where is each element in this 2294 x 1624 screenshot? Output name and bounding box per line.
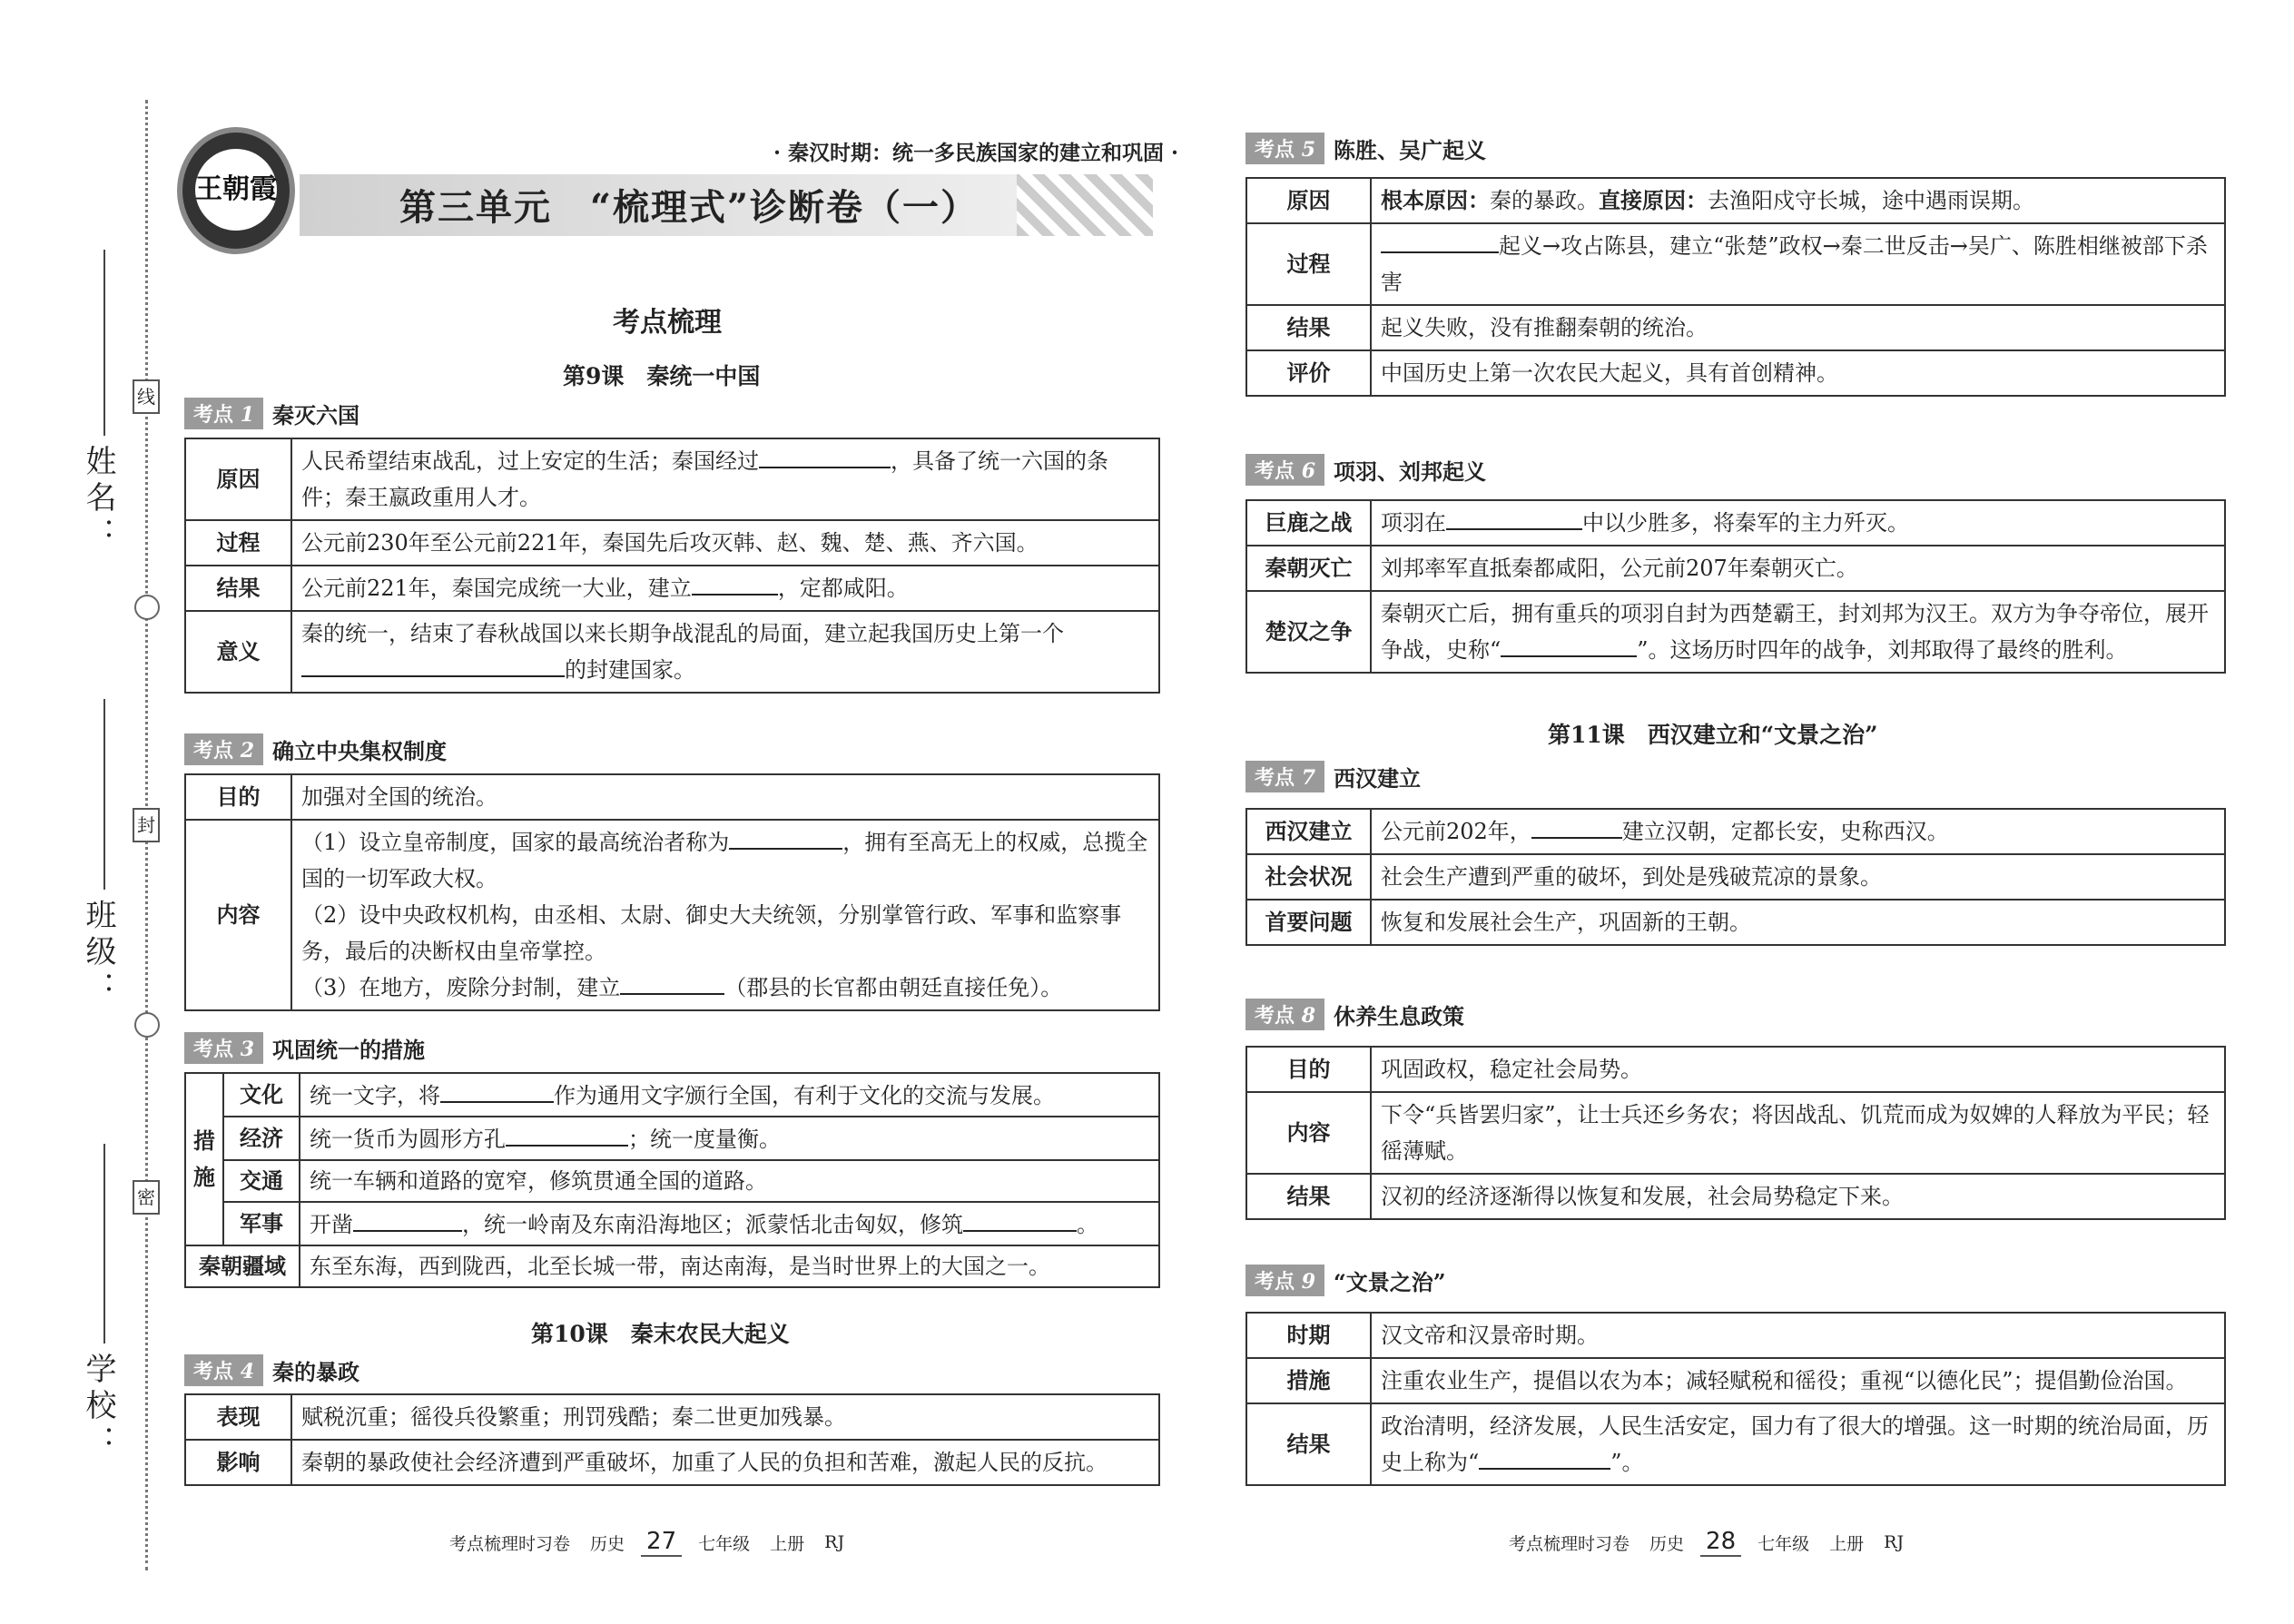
table-row (1246, 1403, 2225, 1485)
footer-right (1509, 1528, 1904, 1557)
row-header: 文化 (223, 1073, 300, 1117)
kd2-table (184, 773, 1160, 1011)
table-row (185, 820, 1159, 1010)
row-header: 目的 (185, 774, 291, 820)
row-content: 项羽在 中以少胜多，将秦军的主力歼灭。 (1371, 500, 2225, 546)
row-content: 秦朝灭亡后，拥有重兵的项羽自封为西楚霸王，封刘邦为汉王。双方为争夺帝位，展开争战，史称“ ”。这场历时四年的战争，刘邦取得了最终的胜利。 (1371, 591, 2225, 673)
kd-tag: 考点 7 (1245, 761, 1324, 792)
row-header: 首要问题 (1246, 900, 1371, 945)
kd-tag: 考点 8 (1245, 999, 1324, 1030)
table-row (185, 611, 1159, 693)
table-row (185, 566, 1159, 611)
kd4-title: 秦的暴政 (272, 1359, 359, 1385)
table-row (1246, 1313, 2225, 1358)
table-row (185, 1245, 1159, 1287)
kd1-title: 秦灭六国 (272, 402, 359, 428)
table-row (185, 1202, 1159, 1245)
binding-margin (0, 0, 172, 1624)
table-row (1246, 1174, 2225, 1219)
row-header: 经济 (223, 1117, 300, 1160)
lesson-10-title: 第10课 秦末农民大起义 (531, 1321, 790, 1347)
row-header: 时期 (1246, 1313, 1371, 1358)
row-header: 过程 (1246, 223, 1371, 305)
table-row (185, 774, 1159, 820)
logo-text: 王朝霞 (195, 149, 277, 231)
page-title: 第三单元 “梳理式”诊断卷（一） (399, 186, 980, 229)
table-row (1246, 178, 2225, 223)
footer-grade: 七年级 (698, 1533, 751, 1554)
lesson-11-title: 第11课 西汉建立和“文景之治” (1548, 722, 1878, 748)
kd-tag: 考点 3 (184, 1032, 263, 1064)
row-header: 巨鹿之战 (1246, 500, 1371, 546)
table-row (1246, 854, 2225, 900)
row-header: 评价 (1246, 350, 1371, 396)
kd7-heading (1245, 761, 1421, 792)
page-number: 28 (1700, 1528, 1741, 1557)
kd2-title: 确立中央集权制度 (272, 738, 447, 764)
answer-blank[interactable] (1446, 505, 1582, 530)
row-header: 目的 (1246, 1047, 1371, 1092)
binding-hole (134, 595, 160, 620)
kd-tag: 考点 5 (1245, 133, 1324, 164)
row-header: 措施 (1246, 1358, 1371, 1403)
kd7-table (1245, 808, 2226, 946)
kd4-table (184, 1393, 1160, 1486)
footer-left (449, 1528, 844, 1557)
table-row (185, 1160, 1159, 1202)
answer-blank[interactable] (353, 1206, 462, 1232)
kd9-heading (1245, 1265, 1446, 1296)
publisher-logo (177, 127, 295, 254)
footer-series: 考点梳理时习卷 (1509, 1533, 1630, 1554)
footer-edition: RJ (824, 1532, 845, 1552)
row-header: 内容 (1246, 1092, 1371, 1174)
kd6-table (1245, 499, 2226, 674)
row-content: 统一车辆和道路的宽窄，修筑贯通全国的道路。 (300, 1160, 1159, 1202)
table-row (185, 438, 1159, 520)
binding-mark-mi: 密 (133, 1180, 160, 1215)
table-row (1246, 350, 2225, 396)
footer-series: 考点梳理时习卷 (449, 1533, 571, 1554)
kd1-heading (184, 398, 359, 429)
answer-blank[interactable] (1381, 228, 1499, 253)
table-row (185, 520, 1159, 566)
row-content: 政治清明，经济发展，人民生活安定，国力有了很大的增强。这一时期的统治局面，历史上称为“ ”。 (1371, 1403, 2225, 1485)
table-row (1246, 1092, 2225, 1174)
row-header: 交通 (223, 1160, 300, 1202)
row-header: 原因 (1246, 178, 1371, 223)
row-content: 公元前202年， 建立汉朝，定都长安，史称西汉。 (1371, 809, 2225, 854)
answer-blank[interactable] (1501, 632, 1637, 657)
row-content: 注重农业生产，提倡以农为本；减轻赋税和徭役；重视“以德化民”；提倡勤俭治国。 (1371, 1358, 2225, 1403)
lesson-9-title: 第9课 秦统一中国 (563, 363, 761, 389)
class-write-line[interactable] (103, 699, 105, 890)
row-content: 统一货币为圆形方孔 ；统一度量衡。 (300, 1117, 1159, 1160)
kd7-title: 西汉建立 (1334, 765, 1421, 792)
kd1-table (184, 438, 1160, 694)
table-row (1246, 223, 2225, 305)
table-row (185, 1394, 1159, 1440)
row-content: 巩固政权，稳定社会局势。 (1371, 1047, 2225, 1092)
footer-term: 上册 (770, 1533, 805, 1554)
footer-subject: 历史 (1649, 1533, 1685, 1554)
answer-blank[interactable] (506, 1121, 628, 1147)
row-header: 意义 (185, 611, 291, 693)
kd3-title: 巩固统一的措施 (272, 1037, 425, 1063)
table-row (185, 1117, 1159, 1160)
table-row (1246, 500, 2225, 546)
answer-blank[interactable] (692, 570, 778, 595)
kd8-title: 休养生息政策 (1334, 1003, 1464, 1029)
footer-edition: RJ (1884, 1532, 1905, 1552)
answer-blank[interactable] (301, 652, 565, 677)
kd9-table (1245, 1312, 2226, 1486)
row-content: 公元前221年，秦国完成统一大业，建立 ，定都咸阳。 (291, 566, 1159, 611)
name-label: 姓名： (80, 445, 116, 554)
footer-term: 上册 (1829, 1533, 1865, 1554)
kd5-heading (1245, 133, 1486, 164)
row-content: 刘邦率军直抵秦都咸阳，公元前207年秦朝灭亡。 (1371, 546, 2225, 591)
row-content: 中国历史上第一次农民大起义，具有首创精神。 (1371, 350, 2225, 396)
row-header: 秦朝灭亡 (1246, 546, 1371, 591)
kd8-table (1245, 1046, 2226, 1220)
table-row (1246, 305, 2225, 350)
row-header: 军事 (223, 1202, 300, 1245)
row-content: 秦的统一，结束了春秋战国以来长期争战混乱的局面，建立起我国历史上第一个的封建国家。 (291, 611, 1159, 693)
section-heading: 考点梳理 (613, 300, 722, 340)
kd4-heading (184, 1354, 359, 1386)
kd3-heading (184, 1032, 425, 1064)
footer-subject: 历史 (590, 1533, 625, 1554)
table-row (1246, 1358, 2225, 1403)
row-content: 公元前230年至公元前221年，秦国先后攻灭韩、赵、魏、楚、燕、齐六国。 (291, 520, 1159, 566)
school-label: 学校： (80, 1353, 116, 1462)
row-header: 过程 (185, 520, 291, 566)
answer-blank[interactable] (440, 1078, 554, 1103)
table-row (1246, 591, 2225, 673)
row-header: 影响 (185, 1440, 291, 1485)
unit-subtitle: · 秦汉时期：统一多民族国家的建立和巩固 · (773, 141, 1179, 165)
row-content: 秦朝的暴政使社会经济遭到严重破坏，加重了人民的负担和苦难，激起人民的反抗。 (291, 1440, 1159, 1485)
binding-hole (134, 1012, 160, 1038)
row-header: 结果 (185, 566, 291, 611)
binding-mark-feng: 封 (133, 808, 160, 842)
row-content: 统一文字，将 作为通用文字颁行全国，有利于文化的交流与发展。 (300, 1073, 1159, 1117)
answer-blank[interactable] (729, 824, 842, 850)
measures-group-header: 措施 (185, 1073, 223, 1245)
row-content: （1）设立皇帝制度，国家的最高统治者称为 ，拥有至高无上的权威，总揽全国的一切军政大权。 （2）设中央政权机构，由丞相、太尉、御史大夫统领，分别掌管行政、军事和监察事务，最后的决断权由皇帝掌控。 （3）在地方，废除分封制，建立 （郡县的长官都由朝廷直接任免）。 (291, 820, 1159, 1010)
kd-tag: 考点 4 (184, 1354, 263, 1386)
row-content: 加强对全国的统治。 (291, 774, 1159, 820)
table-row (1246, 809, 2225, 854)
answer-blank[interactable] (1479, 1444, 1610, 1470)
table-row (185, 1073, 1159, 1117)
answer-blank[interactable] (1531, 813, 1622, 839)
row-header: 内容 (185, 820, 291, 1010)
answer-blank[interactable] (620, 969, 724, 995)
row-header: 结果 (1246, 305, 1371, 350)
kd3-table (184, 1072, 1160, 1288)
row-content: 恢复和发展社会生产，巩固新的王朝。 (1371, 900, 2225, 945)
kd-tag: 考点 2 (184, 733, 263, 765)
table-row (1246, 546, 2225, 591)
answer-blank[interactable] (963, 1206, 1077, 1232)
row-header: 表现 (185, 1394, 291, 1440)
name-write-line[interactable] (103, 250, 105, 436)
table-row (185, 1440, 1159, 1485)
row-content: 起义→攻占陈县，建立“张楚”政权→秦二世反击→吴广、陈胜相继被部下杀害 (1371, 223, 2225, 305)
row-header: 结果 (1246, 1174, 1371, 1219)
kd-tag: 考点 9 (1245, 1265, 1324, 1296)
row-header: 秦朝疆域 (185, 1245, 300, 1287)
row-content: 东至东海，西到陇西，北至长城一带，南达南海，是当时世界上的大国之一。 (300, 1245, 1159, 1287)
footer-grade: 七年级 (1757, 1533, 1810, 1554)
kd6-heading (1245, 454, 1486, 486)
page-number: 27 (641, 1528, 682, 1557)
binding-mark-xian: 线 (133, 379, 160, 414)
row-header: 楚汉之争 (1246, 591, 1371, 673)
school-write-line[interactable] (103, 1144, 105, 1343)
kd5-title: 陈胜、吴广起义 (1334, 137, 1486, 163)
row-content: 赋税沉重；徭役兵役繁重；刑罚残酷；秦二世更加残暴。 (291, 1394, 1159, 1440)
table-row (1246, 900, 2225, 945)
row-content: 汉文帝和汉景帝时期。 (1371, 1313, 2225, 1358)
row-content: 起义失败，没有推翻秦朝的统治。 (1371, 305, 2225, 350)
kd6-title: 项羽、刘邦起义 (1334, 458, 1486, 485)
class-label: 班级： (80, 899, 116, 1008)
kd8-heading (1245, 999, 1464, 1030)
row-header: 原因 (185, 438, 291, 520)
row-content: 开凿 ，统一岭南及东南沿海地区；派蒙恬北击匈奴，修筑 。 (300, 1202, 1159, 1245)
row-content: 下令“兵皆罢归家”，让士兵还乡务农；将因战乱、饥荒而成为奴婢的人释放为平民；轻徭薄赋。 (1371, 1092, 2225, 1174)
row-header: 社会状况 (1246, 854, 1371, 900)
row-content: 汉初的经济逐渐得以恢复和发展，社会局势稳定下来。 (1371, 1174, 2225, 1219)
kd-tag: 考点 6 (1245, 454, 1324, 486)
table-row (1246, 1047, 2225, 1092)
row-content: 根本原因：秦的暴政。直接原因：去渔阳戍守长城，途中遇雨误期。 (1371, 178, 2225, 223)
kd9-title: “文景之治” (1334, 1269, 1446, 1295)
kd-tag: 考点 1 (184, 398, 263, 429)
row-content: 社会生产遭到严重的破坏，到处是残破荒凉的景象。 (1371, 854, 2225, 900)
row-header: 结果 (1246, 1403, 1371, 1485)
kd5-table (1245, 177, 2226, 397)
answer-blank[interactable] (759, 443, 891, 468)
row-header: 西汉建立 (1246, 809, 1371, 854)
row-content: 人民希望结束战乱，过上安定的生活；秦国经过 ，具备了统一六国的条件；秦王嬴政重用人才。 (291, 438, 1159, 520)
kd2-heading (184, 733, 447, 765)
